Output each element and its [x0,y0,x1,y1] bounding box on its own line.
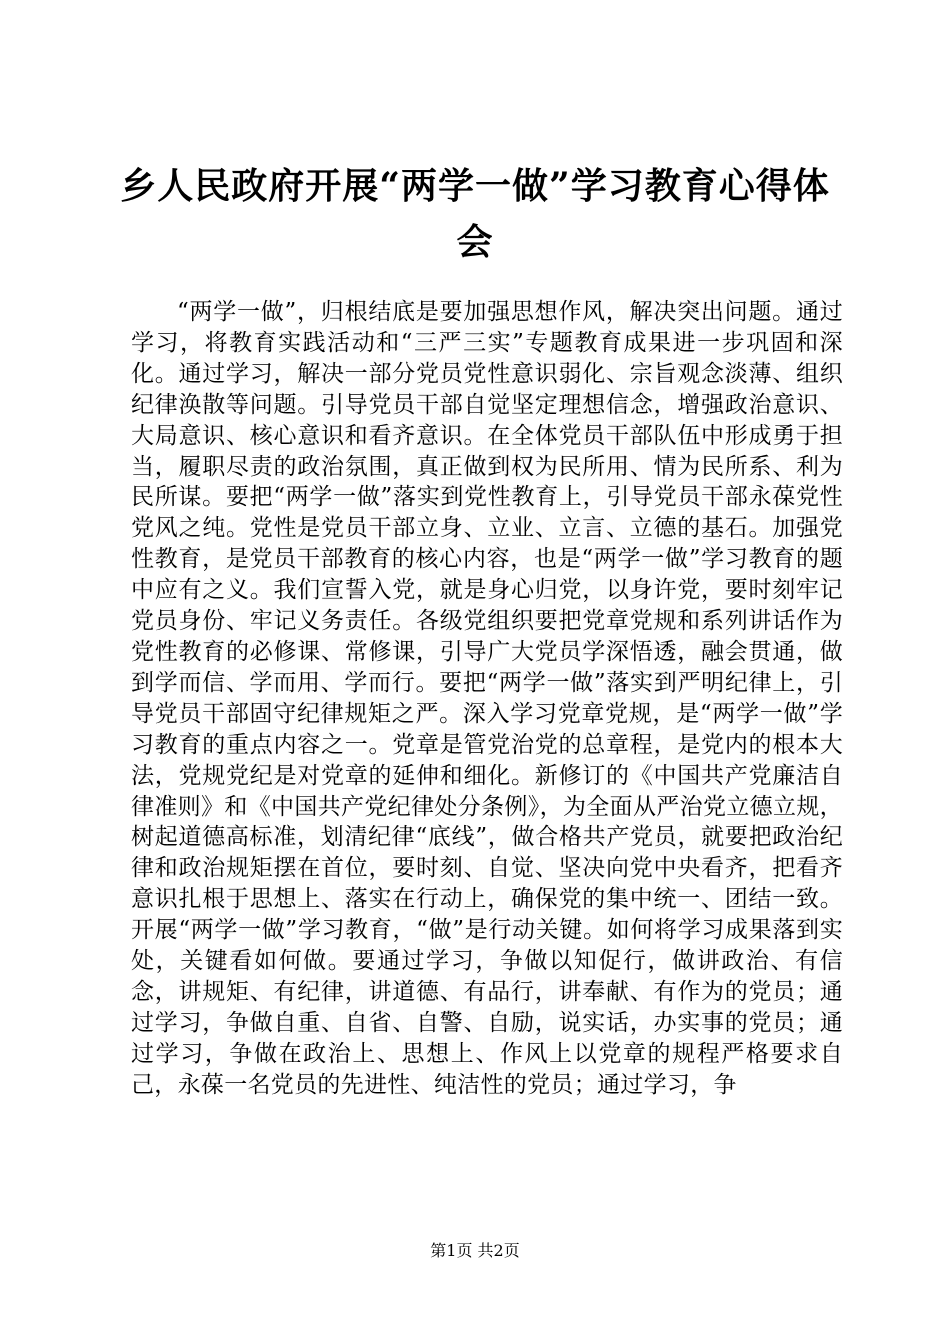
page-number-footer: 第1页 共2页 [430,1241,520,1260]
document-title: 乡人民政府开展“两学一做”学习教育心得体会 [120,165,830,263]
document-body-paragraph: “两学一做”，归根结底是要加强思想作风，解决突出问题。通过学习，将教育实践活动和“三严三实”专题教育成果进一步巩固和深化。通过学习，解决一部分党员党性意识弱化、宗旨观念淡薄、组织纪律涣散等问题。引导党员干部自觉坚定理想信念，增强政治意识、大局意识、核心意识和看齐意识。在全体党员干部队伍中形成勇于担当，履职尽责的政治氛围，真正做到权为民所用、情为民所系、利为民所谋。要把“两学一做”落实到党性教育上，引导党员干部永葆党性党风之纯。党性是党员干部立身、立业、立言、立德的基石。加强党性教育，是党员干部教育的核心内容，也是“两学一做”学习教育的题中应有之义。我们宣誓入党，就是身心归党，以身许党，要时刻牢记党员身份、牢记义务责任。各级党组织要把党章党规和系列讲话作为党性教育的必修课、常修课，引导广大党员学深悟透，融会贯通，做到学而信、学而用、学而行。要把“两学一做”落实到严明纪律上，引导党员干部固守纪律规矩之严。深入学习党章党规，是“两学一做”学习教育的重点内容之一。党章是管党治党的总章程，是党内的根本大法，党规党纪是对党章的延伸和细化。新修订的《中国共产党廉洁自律准则》和《中国共产党纪律处分条例》，为全面从严治党立德立规，树起道德高标准，划清纪律“底线”，做合格共产党员，就要把政治纪律和政治规矩摆在首位，要时刻、自觉、坚决向党中央看齐，把看齐意识扎根于思想上、落实在行动上，确保党的集中统一、团结一致。开展“两学一做”学习教育，“做”是行动关键。如何将学习成果落到实处，关键看如何做。要通过学习，争做以知促行，做讲政治、有信念，讲规矩、有纪律，讲道德、有品行，讲奉献、有作为的党员；通过学习，争做自重、自省、自警、自励，说实话，办实事的党员；通过学习，争做在政治上、思想上、作风上以党章的规程严格要求自己，永葆一名党员的先进性、纯洁性的党员；通过学习，争 [131,299,843,1098]
